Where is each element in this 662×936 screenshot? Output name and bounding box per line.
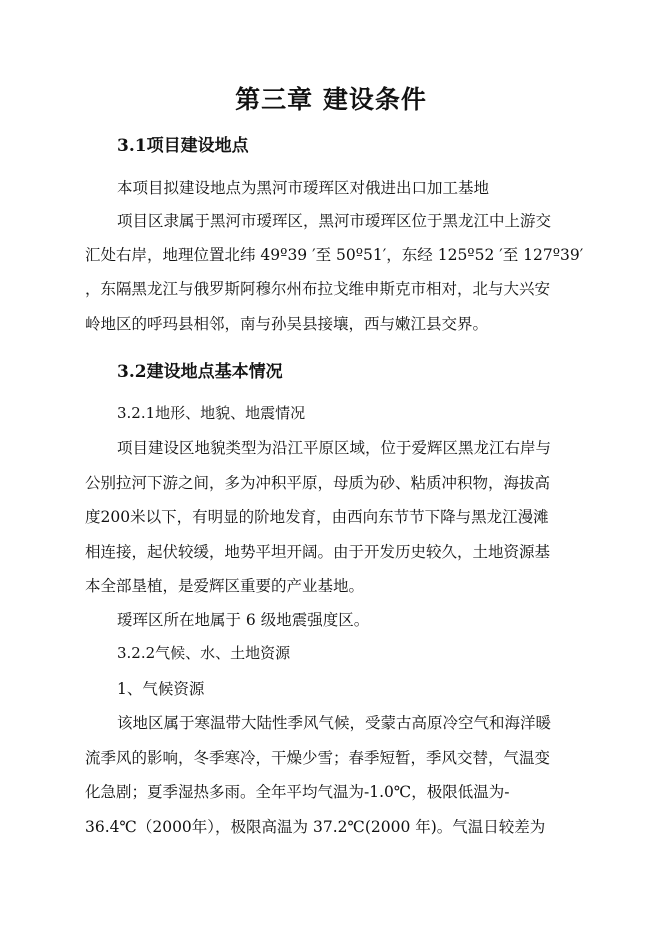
paragraph-line: 本项目拟建设地点为黑河市瑷珲区对俄进出口加工基地 xyxy=(117,179,490,197)
paragraph-line: 项目区隶属于黑河市瑷珲区，黑河市瑷珲区位于黑龙江中上游交 xyxy=(117,212,552,230)
paragraph-line: 岭地区的呼玛县相邻，南与孙吴县接壤，西与嫩江县交界。 xyxy=(85,315,489,333)
paragraph-line: 汇处右岸，地理位置北纬 49º39 ′至 50º51′，东经 125º52 ′至 127º39′ xyxy=(85,246,584,264)
paragraph-line: 流季风的影响，冬季寒冷，干燥少雪；春季短暂，季风交替，气温变 xyxy=(85,749,551,767)
chapter-title: 第三章 建设条件 xyxy=(235,85,427,114)
paragraph-line: 项目建设区地貌类型为沿江平原区域，位于爱辉区黑龙江右岸与 xyxy=(117,439,552,457)
paragraph-line: 该地区属于寒温带大陆性季风气候，受蒙古高原冷空气和海洋暖 xyxy=(117,714,552,732)
paragraph-line: 36.4℃（2000年），极限高温为 37.2℃(2000 年)。气温日较差为 xyxy=(85,818,546,836)
subsection-heading-3-2-1: 3.2.1地形、地貌、地震情况 xyxy=(117,404,306,422)
paragraph-line: 瑷珲区所在地属于 6 级地震强度区。 xyxy=(117,611,370,629)
section-heading-3-1: 3.1项目建设地点 xyxy=(117,136,249,156)
paragraph-line: 公别拉河下游之间，多为冲积平原，母质为砂、粘质冲积物，海拔高 xyxy=(85,474,551,492)
paragraph-line: 相连接，起伏较缓，地势平坦开阔。由于开发历史较久，土地资源基 xyxy=(85,543,551,561)
subsection-heading-3-2-2: 3.2.2气候、水、土地资源 xyxy=(117,644,291,662)
paragraph-line: 本全部垦植，是爱辉区重要的产业基地。 xyxy=(85,577,365,595)
paragraph-line: 度200米以下，有明显的阶地发育，由西向东节节下降与黑龙江漫滩 xyxy=(85,508,549,526)
paragraph-line: 化急剧；夏季湿热多雨。全年平均气温为-1.0℃，极限低温为- xyxy=(85,783,510,801)
list-item-heading: 1、气候资源 xyxy=(117,680,205,698)
section-heading-3-2: 3.2建设地点基本情况 xyxy=(117,362,283,382)
paragraph-line: ，东隔黑龙江与俄罗斯阿穆尔州布拉戈维申斯克市相对，北与大兴安 xyxy=(85,280,551,298)
